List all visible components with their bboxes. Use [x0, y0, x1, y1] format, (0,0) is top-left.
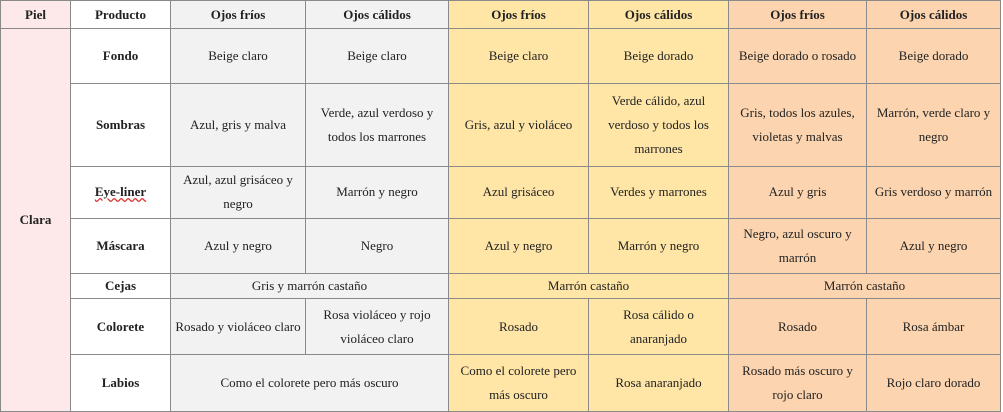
cell: Verdes y marrones — [589, 166, 729, 219]
header-g3-cold: Ojos fríos — [729, 1, 867, 29]
product-sombras: Sombras — [71, 83, 171, 166]
cell: Gris, todos los azules, violetas y malvas — [729, 83, 867, 166]
cell: Verde, azul verdoso y todos los marrones — [306, 83, 449, 166]
header-skin: Piel — [1, 1, 71, 29]
cell: Rosa anaranjado — [589, 355, 729, 412]
row-sombras — [1, 83, 1001, 166]
cell: Beige dorado — [589, 29, 729, 84]
cell: Negro — [306, 219, 449, 274]
row-colorete — [1, 298, 1001, 355]
cell: Como el colorete pero más oscuro — [171, 355, 449, 412]
cell: Como el colorete pero más oscuro — [449, 355, 589, 412]
product-fondo: Fondo — [71, 29, 171, 84]
header-g2-cold: Ojos fríos — [449, 1, 589, 29]
cell: Azul y negro — [449, 219, 589, 274]
product-cejas: Cejas — [71, 273, 171, 298]
cell: Rosado — [449, 298, 589, 355]
header-g3-warm: Ojos cálidos — [867, 1, 1001, 29]
cell: Rosado — [729, 298, 867, 355]
cell: Gris y marrón castaño — [171, 273, 449, 298]
cell: Azul y negro — [867, 219, 1001, 274]
cell: Azul, azul grisáceo y negro — [171, 166, 306, 219]
cell: Rosa violáceo y rojo violáceo claro — [306, 298, 449, 355]
cell: Azul y negro — [171, 219, 306, 274]
cell: Beige claro — [449, 29, 589, 84]
product-eyeliner-label: Eye-liner — [94, 184, 147, 200]
product-eyeliner — [71, 166, 171, 219]
cell: Azul grisáceo — [449, 166, 589, 219]
row-mascara — [1, 219, 1001, 274]
cell: Rojo claro dorado — [867, 355, 1001, 412]
product-colorete: Colorete — [71, 298, 171, 355]
header-g1-cold: Ojos fríos — [171, 1, 306, 29]
product-labios: Labios — [71, 355, 171, 412]
cell: Beige dorado — [867, 29, 1001, 84]
cell: Marrón castaño — [449, 273, 729, 298]
cell: Negro, azul oscuro y marrón — [729, 219, 867, 274]
product-mascara: Máscara — [71, 219, 171, 274]
cell: Marrón y negro — [589, 219, 729, 274]
row-labios — [1, 355, 1001, 412]
row-fondo — [1, 29, 1001, 84]
cell: Azul y gris — [729, 166, 867, 219]
cell: Rosado más oscuro y rojo claro — [729, 355, 867, 412]
cell: Beige dorado o rosado — [729, 29, 867, 84]
cell: Rosa cálido o anaranjado — [589, 298, 729, 355]
header-row — [1, 1, 1001, 29]
skin-cell: Clara — [1, 29, 71, 412]
cell: Gris verdoso y marrón — [867, 166, 1001, 219]
header-product: Producto — [71, 1, 171, 29]
cell: Azul, gris y malva — [171, 83, 306, 166]
cell: Marrón, verde claro y negro — [867, 83, 1001, 166]
cell: Marrón y negro — [306, 166, 449, 219]
header-g2-warm: Ojos cálidos — [589, 1, 729, 29]
cell: Verde cálido, azul verdoso y todos los marrones — [589, 83, 729, 166]
cell: Rosa ámbar — [867, 298, 1001, 355]
cell: Marrón castaño — [729, 273, 1001, 298]
cell: Beige claro — [171, 29, 306, 84]
row-eyeliner — [1, 166, 1001, 219]
cell: Beige claro — [306, 29, 449, 84]
header-g1-warm: Ojos cálidos — [306, 1, 449, 29]
cell: Rosado y violáceo claro — [171, 298, 306, 355]
cell: Gris, azul y violáceo — [449, 83, 589, 166]
row-cejas — [1, 273, 1001, 298]
